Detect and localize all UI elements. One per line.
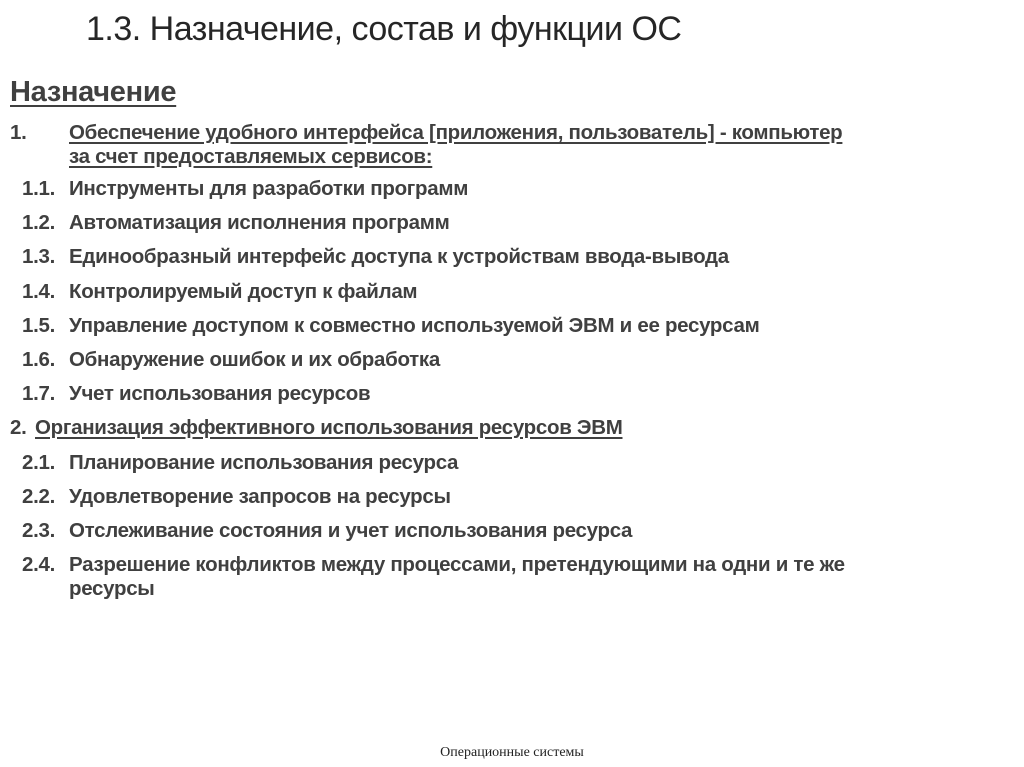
item-number: 1. [10, 121, 27, 144]
item-text: Единообразный интерфейс доступа к устройствам ввода-вывода [69, 245, 729, 268]
item-text: Обнаружение ошибок и их обработка [69, 348, 440, 371]
section-heading: Назначение [10, 76, 177, 108]
item-text: Управление доступом к совместно используемой ЭВМ и ее ресурсам [69, 314, 760, 337]
item-text: Контролируемый доступ к файлам [69, 280, 418, 303]
item-number: 1.2. [22, 211, 55, 234]
item-text: Удовлетворение запросов на ресурсы [69, 485, 451, 508]
slide-title: 1.3. Назначение, состав и функции ОС [86, 10, 682, 48]
item-text-line2: ресурсы [69, 577, 155, 600]
item-number: 1.5. [22, 314, 55, 337]
item-text: Организация эффективного использования ресурсов ЭВМ [35, 416, 623, 439]
slide-footer: Операционные системы [440, 745, 584, 760]
list-item-2-4 [22, 553, 1022, 603]
item-number: 1.4. [22, 280, 55, 303]
item-number: 1.7. [22, 382, 55, 405]
item-number: 2.3. [22, 519, 55, 542]
item-text: Учет использования ресурсов [69, 382, 371, 405]
item-number: 2.2. [22, 485, 55, 508]
item-number: 1.3. [22, 245, 55, 268]
item-text: Инструменты для разработки программ [69, 177, 469, 200]
item-text: Автоматизация исполнения программ [69, 211, 450, 234]
item-text-line1: Обеспечение удобного интерфейса [приложения, пользователь] - компьютер [69, 121, 843, 144]
item-number: 1.6. [22, 348, 55, 371]
item-text-line2: за счет предоставляемых сервисов: [69, 145, 433, 168]
list-item-1 [10, 121, 1010, 171]
item-number: 2.4. [22, 553, 55, 576]
item-number: 1.1. [22, 177, 55, 200]
item-text: Планирование использования ресурса [69, 451, 459, 474]
item-number: 2.1. [22, 451, 55, 474]
item-text-line1: Разрешение конфликтов между процессами, претендующими на одни и те же [69, 553, 845, 576]
item-number: 2. [10, 416, 27, 439]
item-text: Отслеживание состояния и учет использования ресурса [69, 519, 633, 542]
